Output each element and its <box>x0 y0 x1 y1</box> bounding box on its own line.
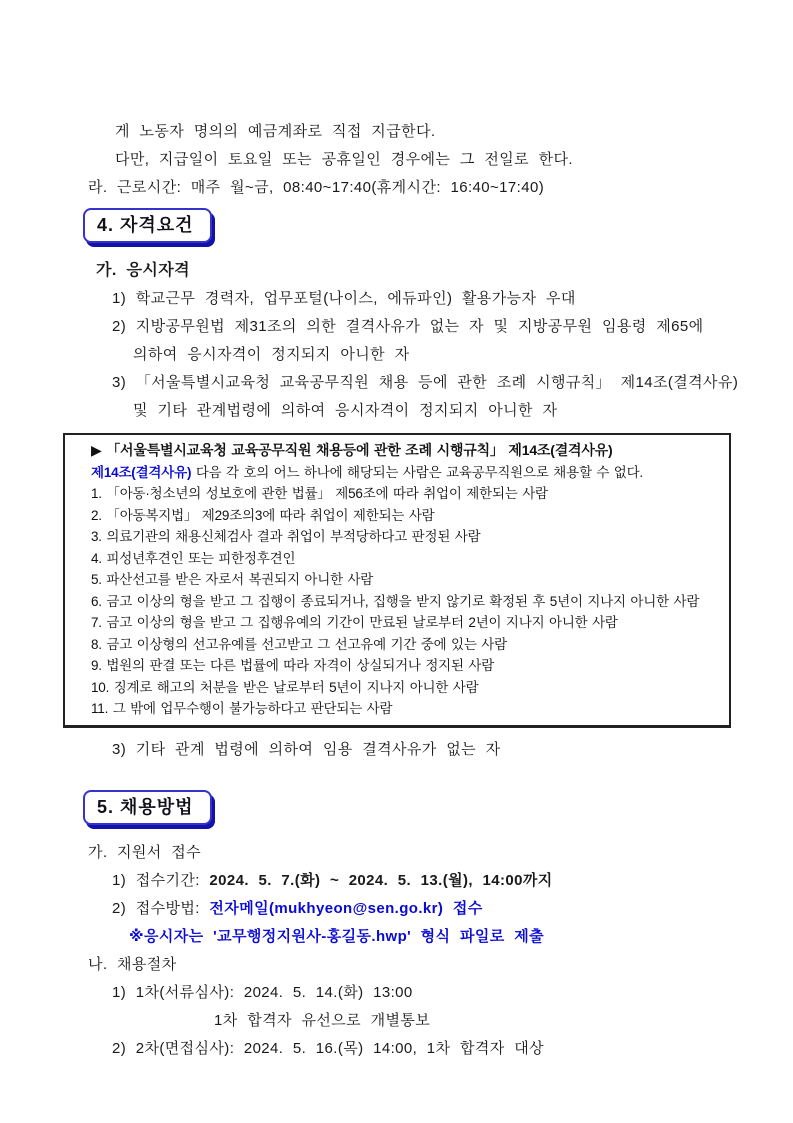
receipt-method-value: 전자메일(mukhyeon@sen.go.kr) 접수 <box>209 899 483 917</box>
rule-box-heading: ▶ 「서울특별시교육청 교육공무직원 채용등에 관한 조례 시행규칙」 제14조(결격사유) <box>91 442 613 458</box>
procedure-step2: 2) 2차(면접심사): 2024. 5. 16.(목) 14:00, 1차 합격자 대상 <box>112 1039 544 1057</box>
paragraph-line-working-hours: 라. 근로시간: 매주 월~금, 08:40~17:40(휴게시간: 16:40~17:40) <box>88 179 545 196</box>
section5-title-box <box>83 790 212 825</box>
rule-box-item: 9. 법원의 판결 또는 다른 법률에 따라 자격이 상실되거나 정지된 사람 <box>91 658 495 673</box>
eligibility-item-3-line2: 및 기타 관계법령에 의하여 응시자격이 정지되지 아니한 자 <box>133 402 558 419</box>
receipt-period-label: 1) 접수기간: <box>112 871 200 889</box>
eligibility-item-2-line1: 2) 지방공무원법 제31조의 의한 결격사유가 없는 자 및 지방공무원 임용령 제65에 <box>112 318 704 335</box>
rule-box-item: 5. 파산선고를 받은 자로서 복권되지 아니한 사람 <box>91 572 374 587</box>
rule-box-article-label: 제14조(결격사유) <box>91 464 192 480</box>
section5-title: 5. 채용방법 <box>97 796 194 817</box>
section4-subheading-eligibility: 가. 응시자격 <box>96 262 190 279</box>
section4-title: 4. 자격요건 <box>97 215 194 235</box>
eligibility-item-1: 1) 학교근무 경력자, 업무포털(나이스, 에듀파인) 활용가능자 우대 <box>112 290 576 307</box>
rule-box-item: 2. 「아동복지법」 제29조의3에 따라 취업이 제한되는 사람 <box>91 507 435 523</box>
section5-subheading-application: 가. 지원서 접수 <box>88 843 202 861</box>
receipt-method-line <box>112 895 793 923</box>
rule-box-item: 4. 피성년후견인 또는 피한정후견인 <box>91 550 296 566</box>
procedure-step1-line1: 1) 1차(서류심사): 2024. 5. 14.(화) 13:00 <box>112 983 413 1001</box>
eligibility-closing-item: 3) 기타 관계 법령에 의하여 임용 결격사유가 없는 자 <box>112 740 501 758</box>
eligibility-item-3-line1: 3) 「서울특별시교육청 교육공무직원 채용 등에 관한 조례 시행규칙」 제14조(결격사유) <box>112 374 739 391</box>
receipt-period-line <box>112 867 793 895</box>
section5-subheading-procedure: 나. 채용절차 <box>88 955 177 973</box>
receipt-note: ※응시자는 '교무행정지원사-홍길동.hwp' 형식 파일로 제출 <box>129 927 545 945</box>
receipt-method-label: 2) 접수방법: <box>112 899 200 917</box>
rule-box-item: 7. 금고 이상의 형을 받고 그 집행유예의 기간이 만료된 날로부터 2년이 지나지 아니한 사람 <box>91 615 618 630</box>
rule-box-item: 6. 금고 이상의 형을 받고 그 집행이 종료되거나, 집행을 받지 않기로 확정된 후 5년이 지나지 아니한 사람 <box>91 593 700 609</box>
rule-box-article-line <box>91 462 721 484</box>
eligibility-item-2-line2: 의하여 응시자격이 정지되지 아니한 자 <box>133 346 410 363</box>
paragraph-line-payment-exception: 다만, 지급일이 토요일 또는 공휴일인 경우에는 그 전일로 한다. <box>115 151 573 168</box>
rule-box-article-text: 다음 각 호의 어느 하나에 해당되는 사람은 교육공무직원으로 채용할 수 없다. <box>195 464 643 480</box>
receipt-period-value: 2024. 5. 7.(화) ~ 2024. 5. 13.(월), 14:00까지 <box>209 871 553 889</box>
rule-box-article14 <box>63 433 731 728</box>
paragraph-line-payment: 게 노동자 명의의 예금계좌로 직접 지급한다. <box>115 123 436 140</box>
rule-box-item: 11. 그 밖에 업무수행이 불가능하다고 판단되는 사람 <box>91 701 393 716</box>
rule-box-item: 3. 의료기관의 채용신체검사 결과 취업이 부적당하다고 판정된 사람 <box>91 529 481 544</box>
procedure-step1-line2: 1차 합격자 유선으로 개별통보 <box>214 1011 431 1029</box>
rule-box-item: 8. 금고 이상형의 선고유예를 선고받고 그 선고유예 기간 중에 있는 사람 <box>91 636 507 652</box>
section4-title-box <box>83 208 212 243</box>
rule-box-item: 10. 징계로 해고의 처분을 받은 날로부터 5년이 지나지 아니한 사람 <box>91 679 479 695</box>
rule-box-item: 1. 「아동·청소년의 성보호에 관한 법률」 제56조에 따라 취업이 제한되는 사람 <box>91 486 548 501</box>
